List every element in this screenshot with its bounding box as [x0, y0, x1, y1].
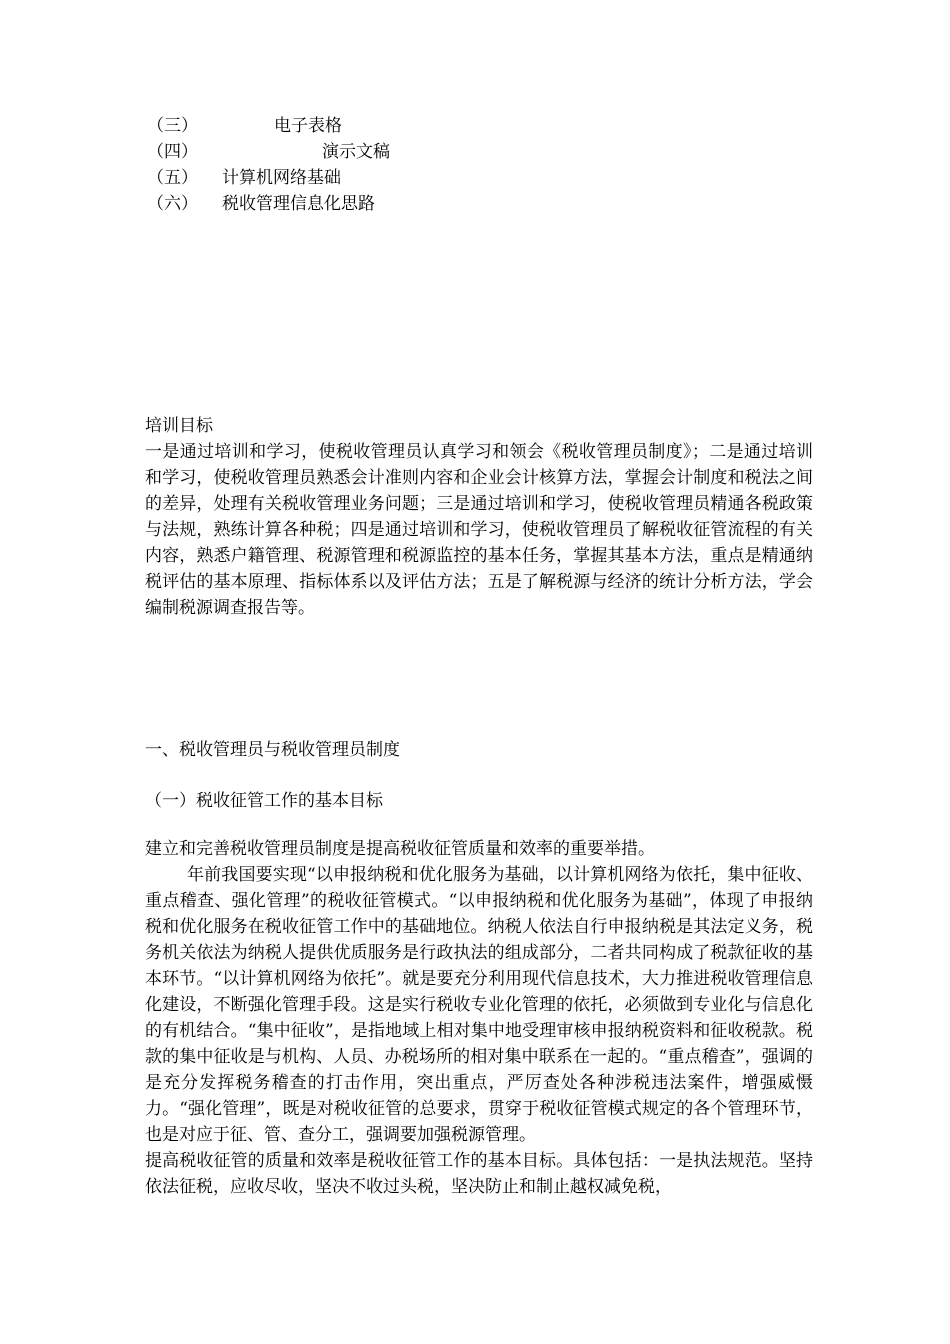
section-body	[145, 836, 813, 1200]
training-heading: 培训目标	[145, 416, 213, 436]
toc-item-title: 税收管理信息化思路	[222, 194, 375, 214]
toc-item-title: 电子表格	[274, 116, 342, 136]
section-subheading: （一）税收征管工作的基本目标	[145, 791, 383, 811]
paragraph: 建立和完善税收管理员制度是提高税收征管质量和效率的重要举措。	[145, 839, 655, 859]
section-heading: 一、税收管理员与税收管理员制度	[145, 740, 400, 760]
toc-item-number: （六）	[147, 194, 198, 214]
training-section	[145, 413, 813, 621]
toc-item-number: （三）	[147, 116, 198, 136]
toc-item-number: （五）	[147, 168, 198, 188]
paragraph: 提高税收征管的质量和效率是税收征管工作的基本目标。具体包括：一是执法规范。坚持依法征税，应收尽收，坚决不收过头税，坚决防止和制止越权减免税，	[145, 1151, 813, 1197]
paragraph: 年前我国要实现“以申报纳税和优化服务为基础，以计算机网络为依托，集中征收、重点稽查、强化管理”的税收征管模式。“以申报纳税和优化服务为基础”，体现了申报纳税和优化服务在税收征管工作中的基础地位。纳税人依法自行申报纳税是其法定义务，税务机关依法为纳税人提供优质服务是行政执法的组成部分，二者共同构成了税款征收的基本环节。“以计算机网络为依托”。就是要充分利用现代信息技术，大力推进税收管理信息化建设，不断强化管理手段。这是实行税收专业化管理的依托，必须做到专业化与信息化的有机结合。“集中征收”，是指地域上相对集中地受理审核申报纳税资料和征收税款。税款的集中征收是与机构、人员、办税场所的相对集中联系在一起的。“重点稽查”，强调的是充分发挥税务稽查的打击作用，突出重点，严厉查处各种涉税违法案件，增强威慑力。“强化管理”，既是对税收征管的总要求，贯穿于税收征管模式规定的各个管理环节，也是对应于征、管、查分工，强调要加强税源管理。	[145, 865, 813, 1145]
training-body: 一是通过培训和学习，使税收管理员认真学习和领会《税收管理员制度》；二是通过培训和学习，使税收管理员熟悉会计准则内容和企业会计核算方法，掌握会计制度和税法之间的差异，处理有关税收管理业务问题；三是通过培训和学习，使税收管理员精通各税政策与法规，熟练计算各种税；四是通过培训和学习，使税收管理员了解税收征管流程的有关内容，熟悉户籍管理、税源管理和税源监控的基本任务，掌握其基本方法，重点是精通纳税评估的基本原理、指标体系以及评估方法；五是了解税源与经济的统计分析方法，学会编制税源调查报告等。	[145, 442, 813, 618]
toc-item-title: 计算机网络基础	[222, 168, 341, 188]
toc-item-title: 演示文稿	[322, 142, 390, 162]
toc-item-number: （四）	[147, 142, 198, 162]
